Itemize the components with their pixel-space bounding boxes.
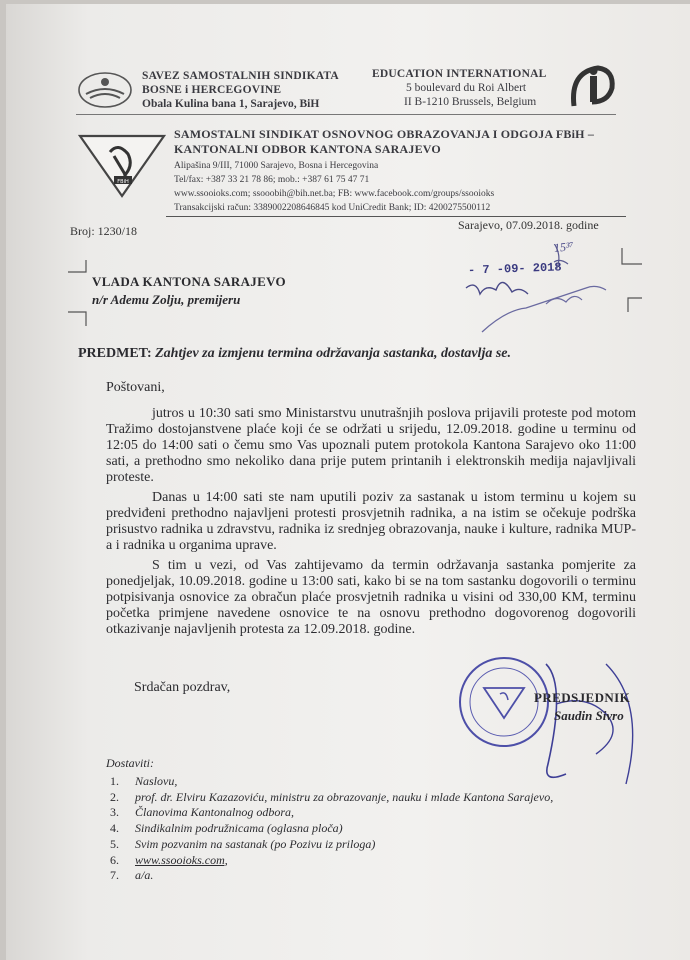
received-handwriting: [446, 244, 646, 349]
reference-number: Broj: 1230/18: [70, 224, 138, 238]
received-stamp-date: - 7 -09- 2018: [467, 260, 562, 278]
list-item: 6. www.ssooioks.com,: [110, 852, 228, 867]
document-date: Sarajevo, 07.09.2018. godine: [458, 218, 599, 232]
closing: Srdačan pozdrav,: [134, 680, 231, 695]
ei-address-line1: 5 boulevard du Roi Albert: [406, 82, 527, 94]
signatory-title: PREDSJEDNIK: [534, 690, 631, 705]
address-corner-marks: [66, 258, 90, 328]
federation-address: Obala Kulina bana 1, Sarajevo, BiH: [142, 98, 320, 110]
recipient-attention: n/r Ademu Zolju, premijeru: [92, 292, 241, 307]
ei-logo-icon: [568, 62, 616, 114]
paragraph-3: S tim u vezi, od Vas zahtijevamo da termin održavanja sastanka pomjerite za ponedjeljak, 10.09.2018. godine u 13:00 sati, kako bi se na tom sastanku dogovorili o terminu potpisivanja osnovice za obračun plaće prosvjetnih radnika u visini od 330,00 KM, terminu početka primjene navedene osnovice te na osnovu prethodno dogovorenog dogovorili otkazivanje najavljenih protesta za 12.09.2018. godine.: [106, 558, 636, 637]
paragraph-1: jutros u 10:30 sati smo Ministarstvu unutrašnjih poslova prijavili proteste pod motom Tražimo dostojanstvene plaće koji će se održati u srijedu, 12.09.2018. godine u terminu od 12:05 do 14:00 sati o čemu smo Vas upoznali putem protokola Kantona Sarajevo oko 11:00 sati, a prethodno smo nekoliko dana prije putem printanih i elektronskih medija najavljivali proteste.: [106, 406, 636, 485]
union-web: www.ssooioks.com; ssooobih@bih.net.ba; FB: www.facebook.com/groups/ssooioks: [174, 189, 495, 199]
union-name-line1: SAMOSTALNI SINDIKAT OSNOVNOG OBRAZOVANJA I ODGOJA FBiH –: [174, 127, 595, 141]
union-bank: Transakcijski račun: 3389002208646845 kod UniCredit Bank; ID: 4200275500112: [174, 203, 491, 213]
list-item: 7. a/a.: [110, 868, 154, 883]
ei-address-line2: II B-1210 Brussels, Belgium: [404, 96, 537, 108]
subject-line: [78, 346, 511, 362]
list-item: 5. Svim pozvanim na sastanak (po Pozivu iz priloga): [110, 836, 376, 851]
document-page: [6, 4, 690, 960]
header-divider: [76, 114, 616, 115]
website-link: www.ssooioks.com,: [135, 852, 228, 867]
union-logo-icon: [76, 70, 134, 110]
union-triangle-logo-icon: [78, 132, 166, 198]
subject-label: PREDMET:: [78, 346, 152, 361]
paragraph-2: Danas u 14:00 sati ste nam uputili poziv za sastanak u istom terminu u kojem su predviđeni prethodno najavljeni protesti prosvjetnih radnika, a na istim se očekuje podrška prisustvo radnika u zdravstvu, radnika iz srednjeg obrazovanja, nauke i kulture, radnika MUP-a i radnika u organima uprave.: [106, 490, 636, 553]
header-bottom-rule: [166, 216, 626, 217]
ei-name: EDUCATION INTERNATIONAL: [372, 68, 547, 80]
union-address: Alipašina 9/III, 71000 Sarajevo, Bosna i Hercegovina: [174, 161, 379, 171]
received-stamp-note: 15³⁷: [553, 239, 575, 255]
greeting: Poštovani,: [106, 380, 165, 395]
union-phone: Tel/fax: +387 33 21 78 86; mob.: +387 61 75 47 71: [174, 175, 370, 185]
federation-name-line1: SAVEZ SAMOSTALNIH SINDIKATA: [142, 70, 339, 82]
recipient-name: VLADA KANTONA SARAJEVO: [92, 274, 286, 289]
federation-name-line2: BOSNE i HERCEGOVINE: [142, 84, 282, 96]
svg-text:FBiH: FBiH: [117, 179, 129, 185]
union-name-line2: KANTONALNI ODBOR KANTONA SARAJEVO: [174, 142, 441, 156]
distribution-heading: Dostaviti:: [106, 756, 154, 770]
list-item: 3. Članovima Kantonalnog odbora,: [110, 805, 295, 820]
letter-body: [106, 406, 636, 642]
signatory-name: Saudin Sivro: [554, 708, 624, 723]
distribution-list: [110, 774, 553, 884]
subject-text: Zahtjev za izmjenu termina održavanja sastanka, dostavlja se.: [155, 346, 511, 361]
list-item: 2. prof. dr. Elviru Kazazoviću, ministru za obrazovanje, nauku i mlade Kantona Sarajevo,: [110, 789, 554, 804]
list-item: 1. Naslovu,: [110, 774, 178, 788]
list-item: 4. Sindikalnim podružnicama (oglasna ploča): [110, 821, 343, 836]
